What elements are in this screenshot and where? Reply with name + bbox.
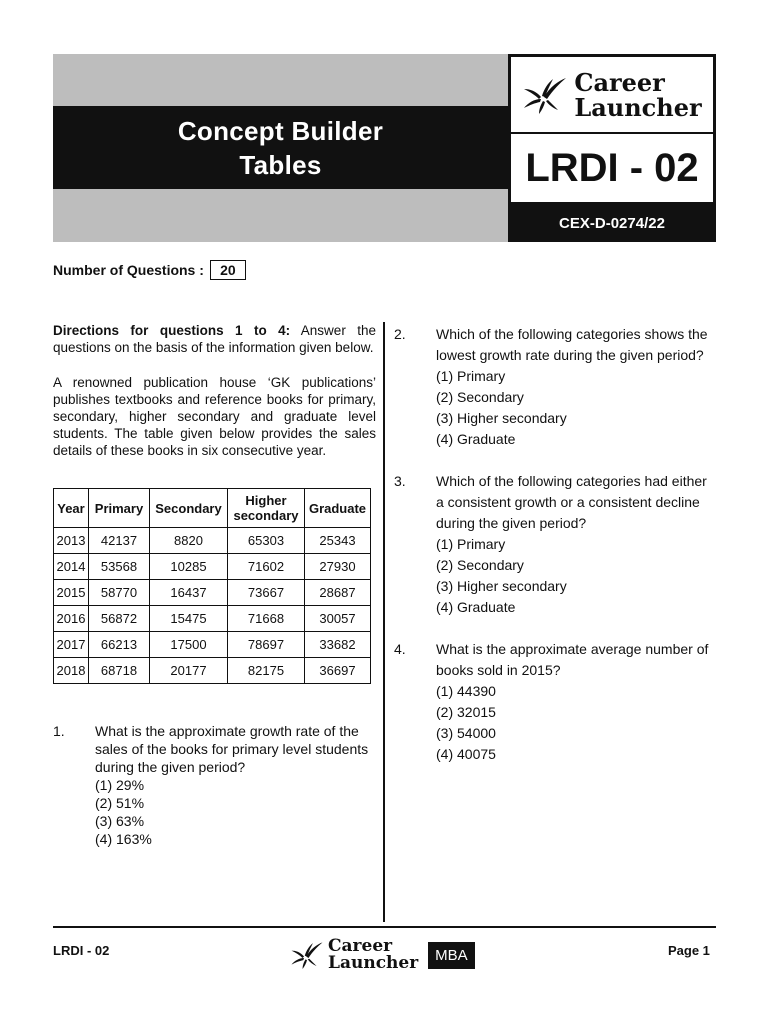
directions-paragraph: A renowned publication house ‘GK publications’ publishes textbooks and reference books for primary, secondary, higher secondary and graduate level students. The table given below provides the sales details of these books in six consecutive year. [53, 375, 376, 458]
column-divider [383, 322, 385, 922]
number-of-questions-label: Number of Questions : [53, 262, 204, 278]
table-cell: 56872 [89, 606, 150, 632]
table-cell: 10285 [150, 554, 228, 580]
table-header-higher-line1: Higher [245, 493, 287, 508]
question-text: What is the approximate average number of books sold in 2015? [436, 641, 709, 678]
option: (1) Primary [436, 368, 506, 384]
table-cell: 71668 [228, 606, 305, 632]
brand-logo [511, 57, 713, 132]
table-row [54, 580, 371, 606]
option: (2) 32015 [436, 704, 496, 720]
module-reference: CEX-D-0274/22 [559, 214, 665, 232]
table-cell: 20177 [150, 658, 228, 684]
option: (1) 29% [95, 777, 145, 793]
option: (1) Primary [436, 536, 506, 552]
option: (3) 63% [95, 813, 145, 829]
right-column [394, 324, 716, 786]
footer-module-code: LRDI - 02 [53, 943, 110, 958]
option: (3) 54000 [436, 725, 496, 741]
mba-badge: MBA [428, 942, 475, 969]
table-row [54, 658, 371, 684]
table-row [54, 554, 371, 580]
table-row [54, 606, 371, 632]
table-cell: 2016 [54, 606, 89, 632]
option: (4) 163% [95, 831, 152, 847]
question-number: 4. [394, 641, 406, 657]
table-row [54, 632, 371, 658]
directions [53, 322, 376, 356]
footer-brand-line1: Career [328, 936, 393, 956]
option: (3) Higher secondary [436, 410, 567, 426]
table-cell: 28687 [305, 580, 371, 606]
table-cell: 68718 [89, 658, 150, 684]
question-3 [394, 471, 716, 618]
table-cell: 53568 [89, 554, 150, 580]
brand-line1: Career [574, 67, 665, 97]
option: (4) Graduate [436, 431, 516, 447]
question-number: 1. [53, 723, 65, 739]
question-2 [394, 324, 716, 450]
question-text: Which of the following categories had either a consistent growth or a consistent decline during the given period? [436, 473, 707, 531]
table-cell: 78697 [228, 632, 305, 658]
table-cell: 73667 [228, 580, 305, 606]
table-cell: 82175 [228, 658, 305, 684]
table-cell: 42137 [89, 528, 150, 554]
option: (2) Secondary [436, 389, 524, 405]
header-title-block [53, 106, 508, 189]
footer-rule [53, 926, 716, 928]
table-cell: 17500 [150, 632, 228, 658]
header-title-line2: Tables [239, 149, 322, 180]
table-cell: 8820 [150, 528, 228, 554]
table-header-higher-line2: secondary [233, 508, 299, 523]
number-of-questions-value: 20 [210, 260, 246, 280]
table-cell: 25343 [305, 528, 371, 554]
option: (3) Higher secondary [436, 578, 567, 594]
question-text: Which of the following categories shows the lowest growth rate during the given period? [436, 326, 708, 363]
table-header-primary: Primary [89, 489, 150, 528]
table-cell: 33682 [305, 632, 371, 658]
career-launcher-logo-icon [522, 75, 568, 115]
brand-line2: Launcher [574, 92, 702, 122]
table-cell: 71602 [228, 554, 305, 580]
table-cell: 2017 [54, 632, 89, 658]
header-title-line1: Concept Builder [177, 115, 384, 146]
option: (2) Secondary [436, 557, 524, 573]
table-cell: 2015 [54, 580, 89, 606]
question-1 [53, 722, 376, 848]
table-header-graduate: Graduate [305, 489, 371, 528]
table-cell: 2018 [54, 658, 89, 684]
directions-text: Answer the questions on the basis of the information given below. [53, 323, 376, 355]
career-launcher-logo-icon [290, 940, 324, 970]
option: (4) 40075 [436, 746, 496, 762]
table-cell: 16437 [150, 580, 228, 606]
question-number: 3. [394, 473, 406, 489]
table-cell: 65303 [228, 528, 305, 554]
table-cell: 27930 [305, 554, 371, 580]
brand-box [508, 54, 716, 242]
table-header-secondary: Secondary [150, 489, 228, 528]
module-code: LRDI - 02 [511, 134, 713, 202]
table-row [54, 528, 371, 554]
table-cell: 2014 [54, 554, 89, 580]
page-number: Page 1 [668, 943, 710, 958]
directions-lead: Directions for questions 1 to 4: [53, 323, 291, 338]
table-cell: 66213 [89, 632, 150, 658]
sales-table [53, 488, 371, 684]
option: (4) Graduate [436, 599, 516, 615]
footer-logo [290, 938, 475, 972]
question-number: 2. [394, 326, 406, 342]
table-header-row [54, 489, 371, 528]
question-text: What is the approximate growth rate of the sales of the books for primary level students during the given period? [95, 723, 369, 775]
table-header-year: Year [54, 489, 89, 528]
option: (2) 51% [95, 795, 145, 811]
table-cell: 36697 [305, 658, 371, 684]
left-column [53, 322, 376, 459]
question-4 [394, 639, 716, 765]
footer-brand-line2: Launcher [328, 953, 419, 973]
table-header-higher-secondary [228, 489, 305, 528]
table-cell: 58770 [89, 580, 150, 606]
number-of-questions [53, 260, 246, 280]
table-cell: 30057 [305, 606, 371, 632]
option: (1) 44390 [436, 683, 496, 699]
table-cell: 15475 [150, 606, 228, 632]
table-cell: 2013 [54, 528, 89, 554]
